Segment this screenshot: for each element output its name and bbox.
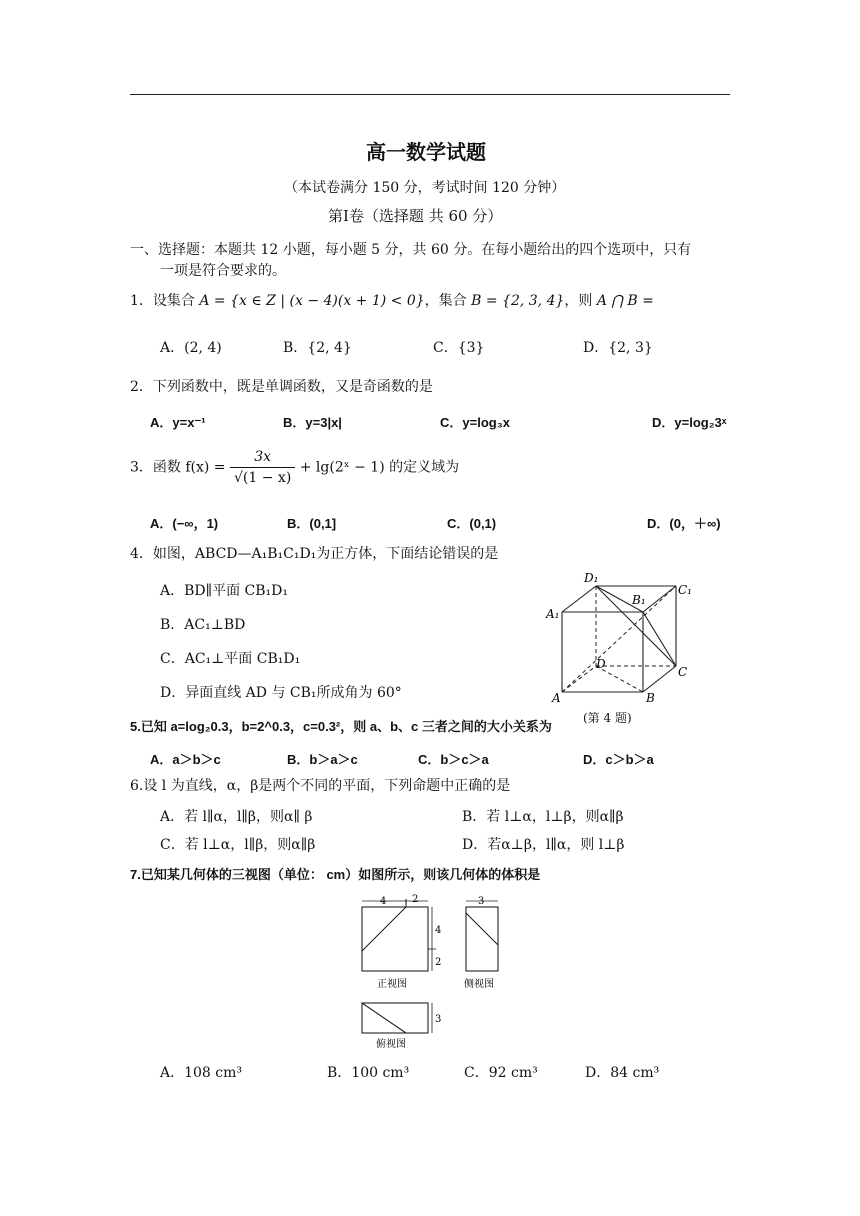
q1-ask: A ⋂ B = (596, 293, 654, 309)
q3-stem-part: + lg(2ˣ − 1) 的定义域为 (299, 459, 460, 476)
top-view-dim-right: 3 (435, 1014, 442, 1025)
cube-figure (540, 568, 700, 708)
question-3-stem (130, 447, 459, 488)
cube-figure-caption: (第 4 题) (583, 711, 632, 725)
front-view-dim-right: 4 (435, 925, 442, 936)
q6-option-a: A．若 l∥α，l∥β，则α∥ β (160, 809, 313, 825)
cube-label-d: D (596, 657, 606, 671)
cube-label-b: B (646, 691, 655, 705)
cube-label-a: A (552, 691, 561, 705)
cube-label-c: C (678, 665, 688, 679)
front-view-label: 正视图 (377, 979, 407, 990)
q6-option-c: C．若 l⊥α，l∥β，则α∥β (160, 837, 316, 853)
cube-label-b1: B₁ (632, 593, 646, 607)
side-view-label: 侧视图 (464, 979, 494, 990)
side-view-dim-top: 3 (478, 896, 485, 907)
q1-option-c: C．{3} (433, 340, 485, 356)
q5-option-b: B．b＞a＞c (287, 752, 358, 767)
q2-option-c: C．y=log₃x (440, 415, 510, 430)
q1-stem-part: 1．设集合 (130, 293, 200, 309)
q1-stem-part: ，集合 (424, 293, 472, 309)
question-7-stem: 7.已知某几何体的三视图（单位： cm）如图所示，则该几何体的体积是 (130, 867, 541, 882)
q6-option-b: B．若 l⊥α，l⊥β，则α∥β (462, 809, 624, 825)
cube-label-c1: C₁ (678, 583, 692, 597)
q5-option-c: C．b＞c＞a (418, 752, 489, 767)
q5-option-d: D．c＞b＞a (583, 752, 654, 767)
q4-option-c: C．AC₁⊥平面 CB₁D₁ (160, 651, 301, 667)
q3-option-a: A．(−∞，1) (150, 516, 219, 531)
q1-option-d: D．{2, 3} (583, 340, 653, 356)
front-view-dim-top: 4 (380, 896, 387, 907)
question-2-stem: 2．下列函数中，既是单调函数，又是奇函数的是 (130, 379, 433, 395)
cube-label-a1: A₁ (546, 607, 560, 621)
q7-option-a: A．108 cm³ (160, 1065, 243, 1081)
q4-option-b: B．AC₁⊥BD (160, 617, 246, 633)
q2-option-d: D．y=log₂3ˣ (652, 415, 727, 430)
q5-option-a: A．a＞b＞c (150, 752, 221, 767)
q4-option-d: D．异面直线 AD 与 CB₁所成角为 60° (160, 685, 402, 701)
q6-option-d: D．若α⊥β，l∥α，则 l⊥β (462, 837, 625, 853)
q4-option-a: A．BD∥平面 CB₁D₁ (160, 583, 288, 599)
q3-fraction (230, 447, 295, 488)
q1-option-a: A．(2, 4) (160, 340, 222, 356)
q2-option-a: A．y=x⁻¹ (150, 415, 206, 430)
page-title: 高一数学试题 (366, 140, 486, 164)
question-1-stem (130, 290, 654, 310)
question-4-stem: 4．如图，ABCD—A₁B₁C₁D₁为正方体，下面结论错误的是 (130, 546, 499, 562)
section-instruction-line2: 一项是符合要求的。 (160, 263, 286, 279)
q3-option-d: D．(0，＋∞) (647, 516, 721, 531)
header-rule (130, 94, 730, 95)
q1-set-a: A = {x ∈ Z | (x − 4)(x + 1) < 0} (199, 293, 425, 309)
q2-option-b: B．y=3|x| (283, 415, 342, 430)
q7-option-d: D．84 cm³ (585, 1065, 660, 1081)
q3-fraction-denominator: √(1 − x) (234, 470, 292, 486)
front-view-dim-top-right: 2 (412, 894, 419, 905)
question-6-stem: 6.设 l 为直线，α，β是两个不同的平面，下列命题中正确的是 (130, 778, 511, 794)
q3-stem-part: 3．函数 f(x) = (130, 459, 226, 476)
q1-option-b: B．{2, 4} (283, 340, 352, 356)
front-view-dim-right-low: 2 (435, 957, 442, 968)
q3-fraction-numerator: 3x (230, 447, 295, 468)
q3-option-c: C．(0,1) (447, 516, 497, 531)
q7-option-b: B．100 cm³ (327, 1065, 410, 1081)
question-5-stem: 5.已知 a=log₂0.3，b=2^0.3，c=0.3²，则 a、b、c 三者之间的大小关系为 (130, 719, 552, 734)
q3-option-b: B．(0,1] (287, 516, 337, 531)
top-view-label: 俯视图 (376, 1039, 406, 1050)
cube-label-d1: D₁ (584, 571, 599, 585)
q7-option-c: C．92 cm³ (464, 1065, 538, 1081)
exam-subtitle: （本试卷满分 150 分，考试时间 120 分钟） (284, 180, 566, 196)
section-instruction-line1: 一、选择题：本题共 12 小题，每小题 5 分，共 60 分。在每小题给出的四个选项中，只有 (130, 242, 692, 258)
three-view-figure (350, 893, 510, 1053)
q1-set-b: B = {2, 3, 4} (471, 293, 565, 309)
q1-stem-part: ，则 (564, 293, 597, 309)
volume-heading: 第Ⅰ卷（选择题 共 60 分） (328, 207, 503, 225)
